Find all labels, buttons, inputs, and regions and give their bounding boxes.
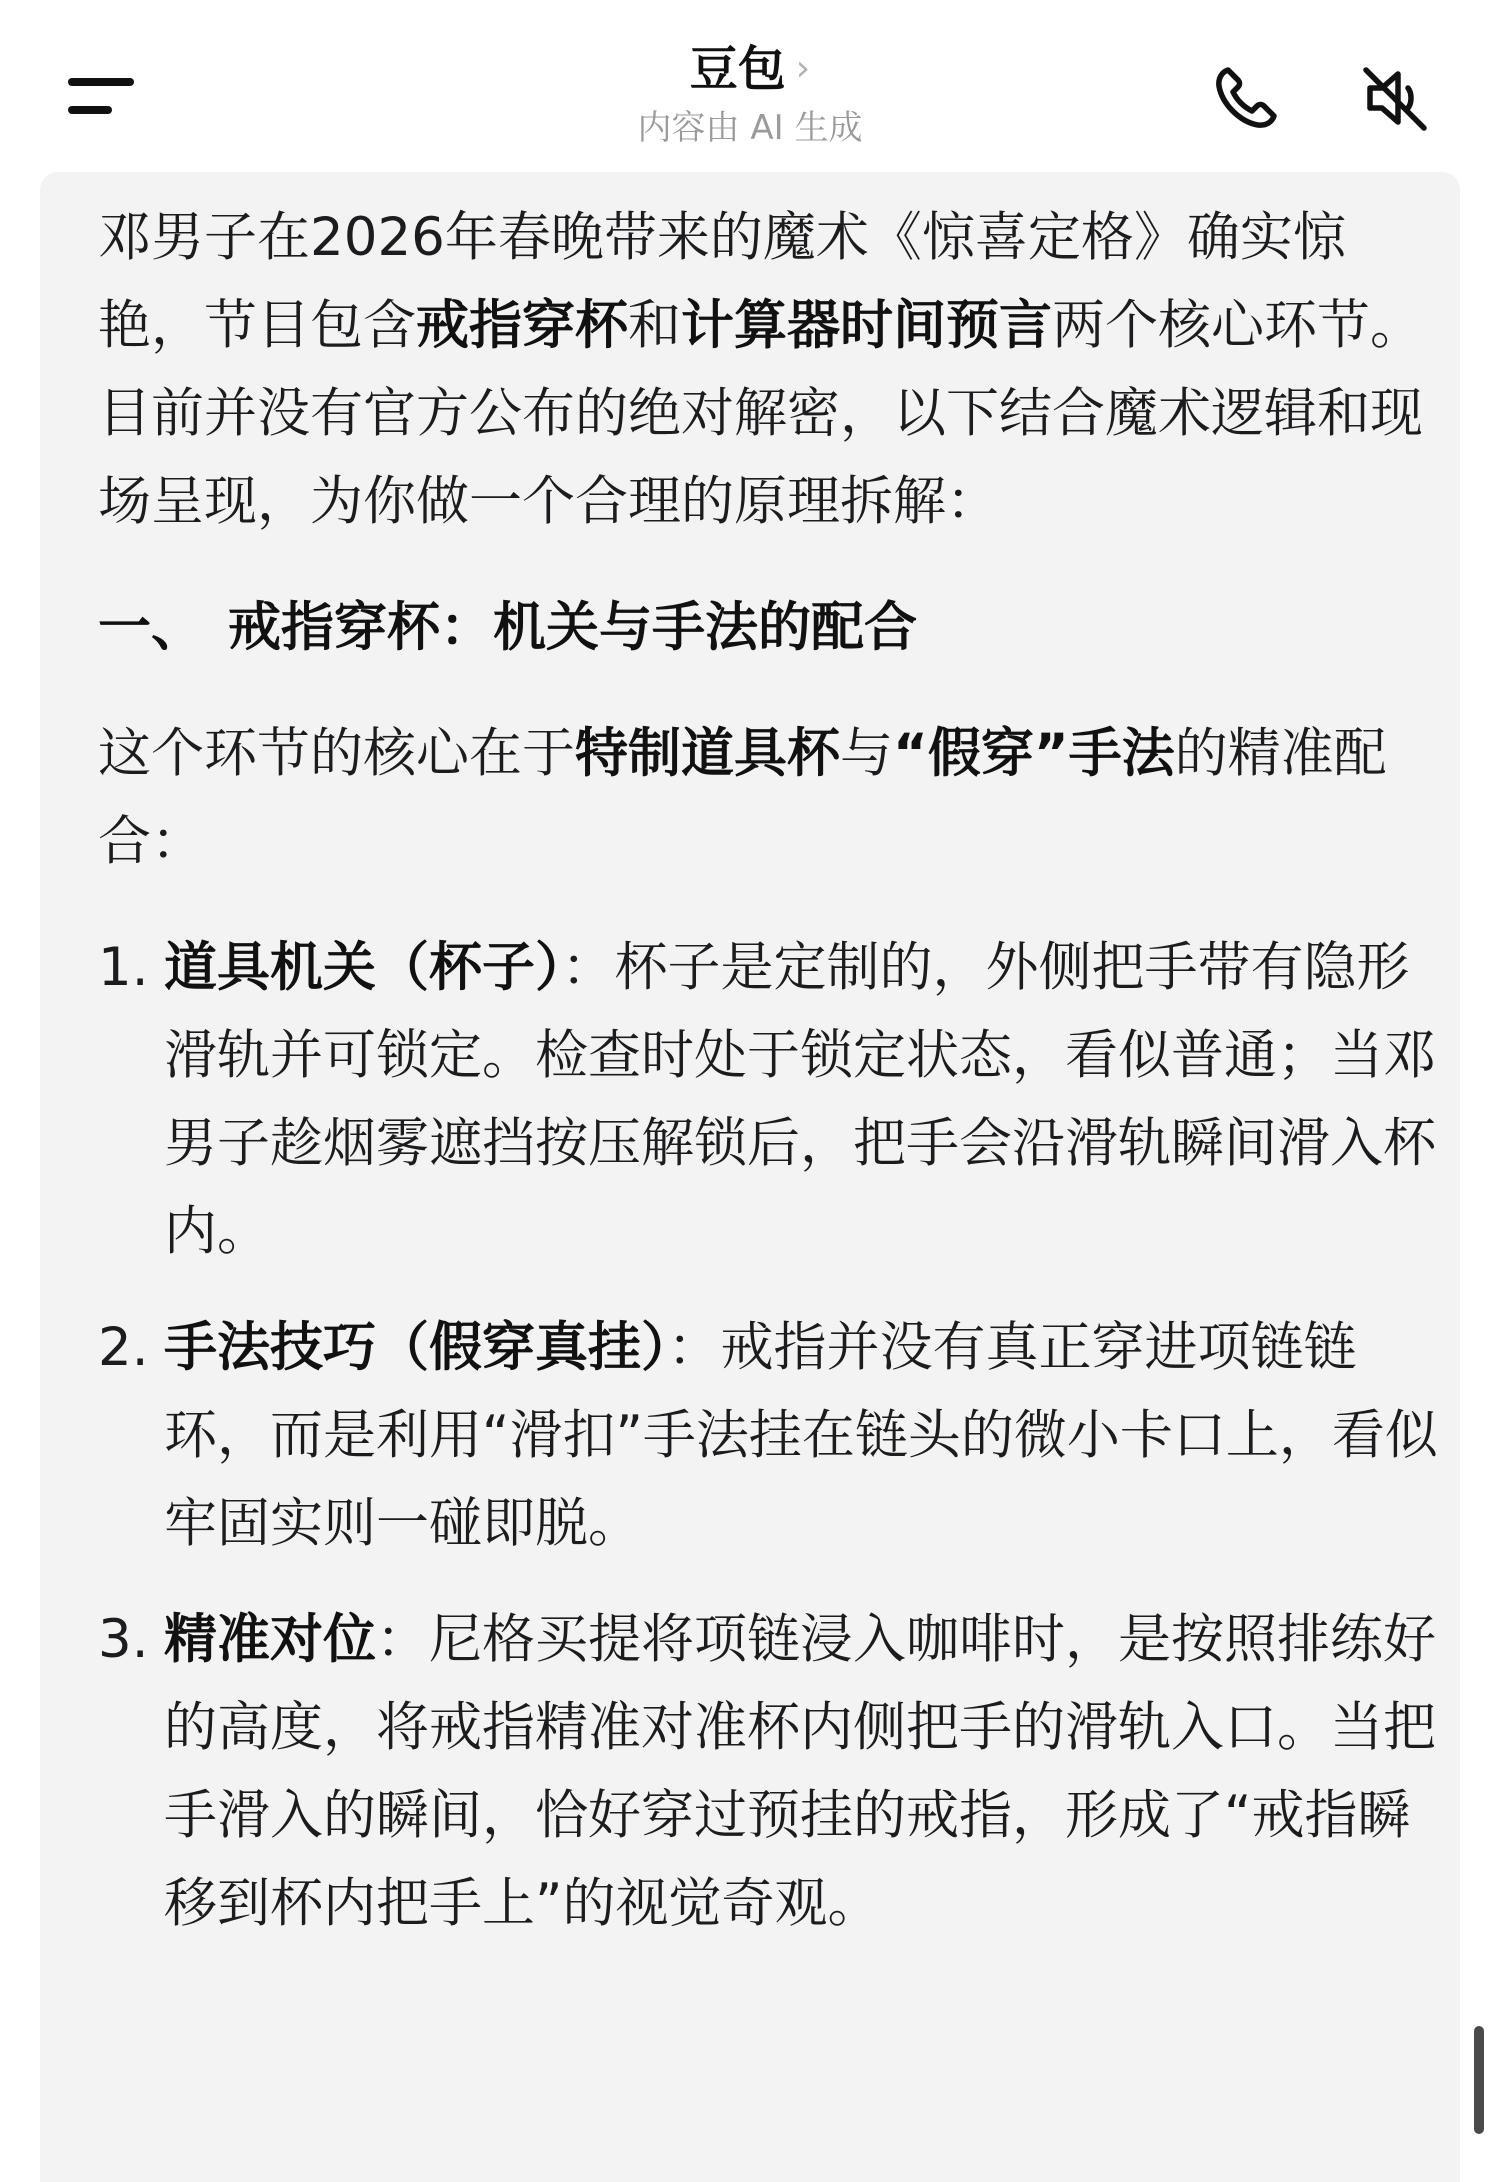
section-intro-paragraph — [98, 710, 1438, 886]
intro-bold-2: 计算器时间预言 — [681, 295, 1052, 356]
phone-call-button[interactable] — [1206, 58, 1286, 138]
list-item — [98, 1596, 1438, 1948]
mute-toggle-button[interactable] — [1356, 58, 1436, 138]
section-intro-bold-1: 特制道具杯 — [575, 723, 840, 784]
section-intro-text-1: 这个环节的核心在于 — [98, 723, 575, 784]
list-item-text: ：尼格买提将项链浸入咖啡时，是按照排练好的高度，将戒指精准对准杯内侧把手的滑轨入口。当把手滑入的瞬间，恰好穿过预挂的戒指，形成了“戒指瞬移到杯内把手上”的视觉奇观。 — [164, 1609, 1436, 1934]
intro-text-3: 两个核心环节。目前并没有官方公布的绝对解密，以下结合魔术逻辑和现场呈现，为你做一个合理的原理拆解： — [98, 295, 1423, 532]
list-item-text: ：杯子是定制的，外侧把手带有隐形滑轨并可锁定。检查时处于锁定状态，看似普通；当邓男子趁烟雾遮挡按压解锁后，把手会沿滑轨瞬间滑入杯内。 — [164, 937, 1436, 1262]
list-item — [98, 1304, 1438, 1568]
list-item-bold: 道具机关（杯子） — [164, 937, 562, 998]
section-title: 戒指穿杯：机关与手法的配合 — [228, 597, 917, 658]
intro-text-2: 和 — [628, 295, 681, 356]
list-item-body — [164, 924, 1438, 1276]
answer-text — [98, 194, 1438, 1948]
bot-title: 豆包 — [689, 41, 786, 97]
top-nav-bar — [0, 0, 1500, 170]
section-intro-text-3: 的精准配合： — [98, 723, 1387, 872]
phone-icon — [1206, 58, 1286, 138]
section-number: 一、 — [98, 597, 204, 658]
scrollbar-thumb[interactable] — [1474, 2026, 1484, 2134]
list-item — [98, 924, 1438, 1276]
list-item-body — [164, 1304, 1438, 1568]
section-intro-text-2: 与 — [840, 723, 893, 784]
ai-disclaimer: 内容由 AI 生成 — [637, 108, 863, 148]
speaker-muted-icon — [1356, 58, 1436, 138]
list-number: 1. — [98, 937, 149, 998]
list-item-text: ：戒指并没有真正穿进项链链环，而是利用“滑扣”手法挂在链头的微小卡口上，看似牢固实则一碰即脱。 — [164, 1317, 1438, 1554]
ai-answer-card — [40, 172, 1460, 2182]
list-item-bold: 手法技巧（假穿真挂） — [164, 1317, 668, 1378]
intro-bold-1: 戒指穿杯 — [416, 295, 628, 356]
list-item-bold: 精准对位 — [164, 1609, 376, 1670]
list-number: 3. — [98, 1609, 149, 1670]
intro-paragraph — [98, 194, 1438, 546]
bot-title-button[interactable] — [690, 38, 810, 100]
list-item-body — [164, 1596, 1438, 1948]
chevron-right-icon: › — [795, 48, 811, 89]
intro-text-1: 邓男子在2026年春晚带来的魔术《惊喜定格》确实惊艳，节目包含 — [98, 207, 1346, 356]
section-intro-bold-2: “假穿”手法 — [893, 723, 1175, 784]
list-number: 2. — [98, 1317, 149, 1378]
section-heading — [98, 584, 1438, 672]
